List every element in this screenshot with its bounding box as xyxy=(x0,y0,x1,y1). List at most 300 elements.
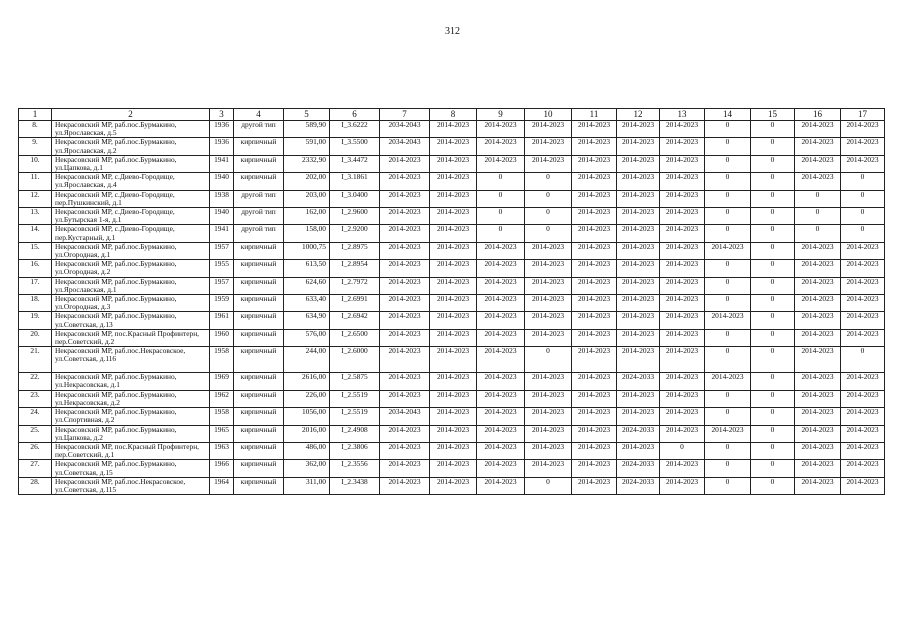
col-8-cell: 2014-2023 xyxy=(430,312,477,329)
col-14-cell: 0 xyxy=(705,225,751,242)
row-number-cell: 22. xyxy=(19,373,52,390)
col-12-cell: 2014-2023 xyxy=(617,408,660,425)
address-cell: Некрасовский МР, раб.пос.Некрасовское, ул.Советская, д.115 xyxy=(52,477,210,494)
col-16-cell: 0 xyxy=(795,190,841,207)
col-17-cell: 0 xyxy=(841,225,885,242)
year-built-cell: 1940 xyxy=(210,173,234,190)
row-number-cell: 23. xyxy=(19,390,52,407)
col-10-cell: 2014-2023 xyxy=(525,373,572,390)
col-9-cell: 2014-2023 xyxy=(477,295,525,312)
col-14-cell: 0 xyxy=(705,173,751,190)
index-code-cell: I_2.7972 xyxy=(330,277,380,294)
col-17-cell: 0 xyxy=(841,208,885,225)
col-17-cell: 2014-2023 xyxy=(841,121,885,138)
col-13-cell: 2014-2023 xyxy=(660,155,705,172)
table-row xyxy=(19,208,885,225)
col-13-cell: 0 xyxy=(660,442,705,459)
col-13-cell: 2014-2023 xyxy=(660,225,705,242)
address-cell: Некрасовский МР, раб.пос.Бурмакино, ул.Некрасовская, д.2 xyxy=(52,390,210,407)
col-10-cell: 2014-2023 xyxy=(525,425,572,442)
col-7-cell: 2014-2023 xyxy=(380,277,430,294)
col-15-cell: 0 xyxy=(751,121,795,138)
col-14-cell: 0 xyxy=(705,277,751,294)
table-row xyxy=(19,190,885,207)
col-16-cell: 2014-2023 xyxy=(795,277,841,294)
col-15-cell: 0 xyxy=(751,260,795,277)
col-13-cell: 2014-2023 xyxy=(660,425,705,442)
col-7-cell: 2014-2023 xyxy=(380,173,430,190)
year-built-cell: 1957 xyxy=(210,277,234,294)
col-9-cell: 0 xyxy=(477,208,525,225)
col-16-cell: 0 xyxy=(795,208,841,225)
col-8-cell: 2014-2023 xyxy=(430,390,477,407)
col-8-cell: 2014-2023 xyxy=(430,347,477,373)
col-15-cell: 0 xyxy=(751,477,795,494)
index-code-cell: I_2.4908 xyxy=(330,425,380,442)
row-number-cell: 10. xyxy=(19,155,52,172)
col-14-cell: 0 xyxy=(705,295,751,312)
col-14-cell: 0 xyxy=(705,390,751,407)
column-header-16: 16 xyxy=(795,109,841,121)
col-7-cell: 2034-2043 xyxy=(380,408,430,425)
col-10-cell: 2014-2023 xyxy=(525,390,572,407)
area-cell: 1056,00 xyxy=(284,408,330,425)
address-cell: Некрасовский МР, раб.пос.Некрасовское, ул.Советская, д.116 xyxy=(52,347,210,373)
col-11-cell: 2014-2023 xyxy=(572,425,617,442)
row-number-cell: 13. xyxy=(19,208,52,225)
col-17-cell: 2014-2023 xyxy=(841,373,885,390)
col-15-cell: 0 xyxy=(751,155,795,172)
col-9-cell: 2014-2023 xyxy=(477,121,525,138)
col-11-cell: 2014-2023 xyxy=(572,208,617,225)
col-17-cell: 0 xyxy=(841,173,885,190)
address-cell: Некрасовский МР, с.Диево-Городище, пер.Пушкинский, д.1 xyxy=(52,190,210,207)
index-code-cell: I_2.3806 xyxy=(330,442,380,459)
col-11-cell: 2014-2023 xyxy=(572,260,617,277)
col-16-cell: 2014-2023 xyxy=(795,347,841,373)
col-14-cell: 0 xyxy=(705,347,751,373)
col-10-cell: 2014-2023 xyxy=(525,460,572,477)
col-8-cell: 2014-2023 xyxy=(430,425,477,442)
col-8-cell: 2014-2023 xyxy=(430,373,477,390)
address-cell: Некрасовский МР, раб.пос.Бурмакино, ул.Огородная, д.3 xyxy=(52,295,210,312)
col-11-cell: 2014-2023 xyxy=(572,442,617,459)
col-7-cell: 2014-2023 xyxy=(380,477,430,494)
col-14-cell: 0 xyxy=(705,442,751,459)
area-cell: 633,40 xyxy=(284,295,330,312)
column-header-6: 6 xyxy=(330,109,380,121)
col-15-cell: 0 xyxy=(751,208,795,225)
index-code-cell: I_2.3438 xyxy=(330,477,380,494)
col-9-cell: 2014-2023 xyxy=(477,460,525,477)
col-10-cell: 2014-2023 xyxy=(525,242,572,259)
col-8-cell: 2014-2023 xyxy=(430,460,477,477)
row-number-cell: 12. xyxy=(19,190,52,207)
table-row xyxy=(19,442,885,459)
address-cell: Некрасовский МР, раб.пос.Бурмакино, ул.Спортивная, д.2 xyxy=(52,408,210,425)
col-13-cell: 2014-2023 xyxy=(660,173,705,190)
wall-type-cell: кирпичный xyxy=(234,155,284,172)
col-13-cell: 2014-2023 xyxy=(660,260,705,277)
col-15-cell: 0 xyxy=(751,329,795,346)
col-11-cell: 2014-2023 xyxy=(572,373,617,390)
col-15-cell: 0 xyxy=(751,295,795,312)
year-built-cell: 1969 xyxy=(210,373,234,390)
year-built-cell: 1940 xyxy=(210,208,234,225)
index-code-cell: I_2.6942 xyxy=(330,312,380,329)
table-row xyxy=(19,460,885,477)
column-header-1: 1 xyxy=(19,109,52,121)
year-built-cell: 1955 xyxy=(210,260,234,277)
col-15-cell: 0 xyxy=(751,173,795,190)
col-16-cell: 2014-2023 xyxy=(795,173,841,190)
area-cell: 486,00 xyxy=(284,442,330,459)
col-12-cell: 2014-2023 xyxy=(617,225,660,242)
table-row xyxy=(19,390,885,407)
wall-type-cell: кирпичный xyxy=(234,442,284,459)
col-10-cell: 0 xyxy=(525,190,572,207)
col-9-cell: 2014-2023 xyxy=(477,312,525,329)
area-cell: 362,00 xyxy=(284,460,330,477)
col-8-cell: 2014-2023 xyxy=(430,121,477,138)
col-8-cell: 2014-2023 xyxy=(430,295,477,312)
col-9-cell: 2014-2023 xyxy=(477,260,525,277)
wall-type-cell: кирпичный xyxy=(234,477,284,494)
col-16-cell: 2014-2023 xyxy=(795,312,841,329)
col-17-cell: 2014-2023 xyxy=(841,329,885,346)
col-14-cell: 0 xyxy=(705,477,751,494)
col-16-cell: 2014-2023 xyxy=(795,260,841,277)
col-15-cell: 0 xyxy=(751,408,795,425)
col-12-cell: 2014-2023 xyxy=(617,138,660,155)
col-15-cell: 0 xyxy=(751,312,795,329)
year-built-cell: 1941 xyxy=(210,225,234,242)
col-12-cell: 2024-2033 xyxy=(617,373,660,390)
col-11-cell: 2014-2023 xyxy=(572,312,617,329)
col-11-cell: 2014-2023 xyxy=(572,460,617,477)
col-13-cell: 2014-2023 xyxy=(660,190,705,207)
col-12-cell: 2024-2033 xyxy=(617,425,660,442)
wall-type-cell: кирпичный xyxy=(234,312,284,329)
table-row xyxy=(19,373,885,390)
row-number-cell: 27. xyxy=(19,460,52,477)
row-number-cell: 16. xyxy=(19,260,52,277)
col-8-cell: 2014-2023 xyxy=(430,408,477,425)
col-13-cell: 2014-2023 xyxy=(660,295,705,312)
col-11-cell: 2014-2023 xyxy=(572,242,617,259)
col-17-cell: 2014-2023 xyxy=(841,155,885,172)
table-body xyxy=(19,121,885,495)
index-code-cell: I_2.6000 xyxy=(330,347,380,373)
wall-type-cell: другой тип xyxy=(234,225,284,242)
wall-type-cell: кирпичный xyxy=(234,260,284,277)
col-9-cell: 2014-2023 xyxy=(477,347,525,373)
col-10-cell: 2014-2023 xyxy=(525,138,572,155)
address-cell: Некрасовский МР, раб.пос.Бурмакино, ул.Ярославская, д.2 xyxy=(52,138,210,155)
col-9-cell: 0 xyxy=(477,173,525,190)
col-11-cell: 2014-2023 xyxy=(572,138,617,155)
col-17-cell: 2014-2023 xyxy=(841,242,885,259)
index-code-cell: I_2.6500 xyxy=(330,329,380,346)
col-12-cell: 2014-2023 xyxy=(617,390,660,407)
col-14-cell: 0 xyxy=(705,408,751,425)
wall-type-cell: кирпичный xyxy=(234,295,284,312)
col-14-cell: 2014-2023 xyxy=(705,242,751,259)
col-7-cell: 2014-2023 xyxy=(380,225,430,242)
col-11-cell: 2014-2023 xyxy=(572,390,617,407)
table-row xyxy=(19,312,885,329)
col-9-cell: 2014-2023 xyxy=(477,408,525,425)
col-8-cell: 2014-2023 xyxy=(430,329,477,346)
column-header-2: 2 xyxy=(52,109,210,121)
col-15-cell: 0 xyxy=(751,442,795,459)
col-14-cell: 0 xyxy=(705,138,751,155)
row-number-cell: 24. xyxy=(19,408,52,425)
col-16-cell: 2014-2023 xyxy=(795,390,841,407)
address-cell: Некрасовский МР, раб.пос.Бурмакино, ул.Советская, д.13 xyxy=(52,312,210,329)
table-row xyxy=(19,155,885,172)
col-11-cell: 2014-2023 xyxy=(572,155,617,172)
col-11-cell: 2014-2023 xyxy=(572,121,617,138)
year-built-cell: 1938 xyxy=(210,190,234,207)
wall-type-cell: кирпичный xyxy=(234,329,284,346)
col-13-cell: 2014-2023 xyxy=(660,408,705,425)
col-14-cell: 0 xyxy=(705,460,751,477)
year-built-cell: 1936 xyxy=(210,121,234,138)
area-cell: 576,00 xyxy=(284,329,330,346)
row-number-cell: 26. xyxy=(19,442,52,459)
col-7-cell: 2014-2023 xyxy=(380,260,430,277)
header-row xyxy=(19,109,885,121)
col-15-cell: 0 xyxy=(751,347,795,373)
col-16-cell: 2014-2023 xyxy=(795,425,841,442)
col-9-cell: 2014-2023 xyxy=(477,329,525,346)
page-number: 312 xyxy=(445,26,460,37)
row-number-cell: 11. xyxy=(19,173,52,190)
col-13-cell: 2014-2023 xyxy=(660,138,705,155)
col-11-cell: 2014-2023 xyxy=(572,225,617,242)
col-13-cell: 2014-2023 xyxy=(660,477,705,494)
address-cell: Некрасовский МР, раб.пос.Бурмакино, ул.Огородная, д.2 xyxy=(52,260,210,277)
col-9-cell: 2014-2023 xyxy=(477,442,525,459)
col-7-cell: 2014-2023 xyxy=(380,390,430,407)
col-11-cell: 2014-2023 xyxy=(572,329,617,346)
col-8-cell: 2014-2023 xyxy=(430,477,477,494)
col-12-cell: 2014-2023 xyxy=(617,155,660,172)
col-17-cell: 2014-2023 xyxy=(841,408,885,425)
col-13-cell: 2014-2023 xyxy=(660,208,705,225)
col-12-cell: 2014-2023 xyxy=(617,190,660,207)
index-code-cell: I_2.3556 xyxy=(330,460,380,477)
col-7-cell: 2014-2023 xyxy=(380,442,430,459)
col-7-cell: 2014-2023 xyxy=(380,242,430,259)
table-row xyxy=(19,121,885,138)
col-14-cell: 2014-2023 xyxy=(705,373,751,390)
table-row xyxy=(19,260,885,277)
col-8-cell: 2014-2023 xyxy=(430,155,477,172)
col-14-cell: 0 xyxy=(705,121,751,138)
col-9-cell: 2014-2023 xyxy=(477,425,525,442)
col-12-cell: 2024-2033 xyxy=(617,460,660,477)
year-built-cell: 1962 xyxy=(210,390,234,407)
col-14-cell: 0 xyxy=(705,208,751,225)
table-row xyxy=(19,329,885,346)
col-14-cell: 0 xyxy=(705,329,751,346)
year-built-cell: 1958 xyxy=(210,408,234,425)
wall-type-cell: кирпичный xyxy=(234,138,284,155)
area-cell: 2016,00 xyxy=(284,425,330,442)
column-header-8: 8 xyxy=(430,109,477,121)
col-7-cell: 2014-2023 xyxy=(380,373,430,390)
col-11-cell: 2014-2023 xyxy=(572,190,617,207)
col-9-cell: 2014-2023 xyxy=(477,277,525,294)
col-8-cell: 2014-2023 xyxy=(430,173,477,190)
table-row xyxy=(19,425,885,442)
year-built-cell: 1961 xyxy=(210,312,234,329)
column-header-10: 10 xyxy=(525,109,572,121)
row-number-cell: 25. xyxy=(19,425,52,442)
col-12-cell: 2014-2023 xyxy=(617,173,660,190)
address-cell: Некрасовский МР, с.Диево-Городище, ул.Бутырская 1-я, д.1 xyxy=(52,208,210,225)
col-12-cell: 2014-2023 xyxy=(617,260,660,277)
col-13-cell: 2014-2023 xyxy=(660,460,705,477)
year-built-cell: 1959 xyxy=(210,295,234,312)
col-9-cell: 2014-2023 xyxy=(477,155,525,172)
col-9-cell: 2014-2023 xyxy=(477,477,525,494)
row-number-cell: 9. xyxy=(19,138,52,155)
year-built-cell: 1960 xyxy=(210,329,234,346)
index-code-cell: I_3.5500 xyxy=(330,138,380,155)
wall-type-cell: другой тип xyxy=(234,121,284,138)
col-9-cell: 2014-2023 xyxy=(477,390,525,407)
year-built-cell: 1964 xyxy=(210,477,234,494)
address-cell: Некрасовский МР, пос.Красный Профинтерн, пер.Советский, д.1 xyxy=(52,442,210,459)
col-16-cell: 2014-2023 xyxy=(795,477,841,494)
area-cell: 1000,75 xyxy=(284,242,330,259)
col-16-cell: 2014-2023 xyxy=(795,242,841,259)
year-built-cell: 1966 xyxy=(210,460,234,477)
col-10-cell: 2014-2023 xyxy=(525,277,572,294)
table-row xyxy=(19,295,885,312)
col-10-cell: 2014-2023 xyxy=(525,312,572,329)
wall-type-cell: кирпичный xyxy=(234,242,284,259)
address-cell: Некрасовский МР, раб.пос.Бурмакино, ул.Цапкова, д.2 xyxy=(52,425,210,442)
address-cell: Некрасовский МР, раб.пос.Бурмакино, ул.Некрасовская, д.1 xyxy=(52,373,210,390)
col-14-cell: 2014-2023 xyxy=(705,312,751,329)
address-cell: Некрасовский МР, с.Диево-Городище, пер.Кустарный, д.1 xyxy=(52,225,210,242)
col-13-cell: 2014-2023 xyxy=(660,312,705,329)
col-14-cell: 2014-2023 xyxy=(705,425,751,442)
table-row xyxy=(19,477,885,494)
wall-type-cell: кирпичный xyxy=(234,425,284,442)
col-7-cell: 2034-2043 xyxy=(380,121,430,138)
column-header-4: 4 xyxy=(234,109,284,121)
buildings-table xyxy=(18,108,885,495)
col-15-cell: 0 xyxy=(751,225,795,242)
row-number-cell: 17. xyxy=(19,277,52,294)
col-14-cell: 0 xyxy=(705,260,751,277)
column-header-13: 13 xyxy=(660,109,705,121)
col-15-cell: 0 xyxy=(751,138,795,155)
col-15-cell: 0 xyxy=(751,190,795,207)
col-16-cell: 2014-2023 xyxy=(795,460,841,477)
table-row xyxy=(19,138,885,155)
area-cell: 162,00 xyxy=(284,208,330,225)
row-number-cell: 14. xyxy=(19,225,52,242)
col-12-cell: 2014-2023 xyxy=(617,442,660,459)
area-cell: 226,00 xyxy=(284,390,330,407)
col-17-cell: 2014-2023 xyxy=(841,295,885,312)
index-code-cell: I_2.9200 xyxy=(330,225,380,242)
index-code-cell: I_2.5875 xyxy=(330,373,380,390)
index-code-cell: I_2.8975 xyxy=(330,242,380,259)
col-16-cell: 2014-2023 xyxy=(795,408,841,425)
area-cell: 591,00 xyxy=(284,138,330,155)
col-10-cell: 2014-2023 xyxy=(525,121,572,138)
col-16-cell: 2014-2023 xyxy=(795,442,841,459)
wall-type-cell: кирпичный xyxy=(234,460,284,477)
table-row xyxy=(19,277,885,294)
col-17-cell: 2014-2023 xyxy=(841,138,885,155)
row-number-cell: 15. xyxy=(19,242,52,259)
col-11-cell: 2014-2023 xyxy=(572,477,617,494)
col-7-cell: 2014-2023 xyxy=(380,460,430,477)
table-row xyxy=(19,408,885,425)
col-8-cell: 2014-2023 xyxy=(430,208,477,225)
address-cell: Некрасовский МР, раб.пос.Бурмакино, ул.Советская, д.15 xyxy=(52,460,210,477)
area-cell: 311,00 xyxy=(284,477,330,494)
index-code-cell: I_3.4472 xyxy=(330,155,380,172)
year-built-cell: 1957 xyxy=(210,242,234,259)
col-14-cell: 0 xyxy=(705,190,751,207)
col-9-cell: 0 xyxy=(477,225,525,242)
col-9-cell: 0 xyxy=(477,190,525,207)
col-10-cell: 0 xyxy=(525,477,572,494)
address-cell: Некрасовский МР, раб.пос.Бурмакино, ул.Огородная, д.1 xyxy=(52,242,210,259)
col-11-cell: 2014-2023 xyxy=(572,408,617,425)
column-header-7: 7 xyxy=(380,109,430,121)
col-7-cell: 2034-2043 xyxy=(380,138,430,155)
col-11-cell: 2014-2023 xyxy=(572,277,617,294)
area-cell: 589,90 xyxy=(284,121,330,138)
year-built-cell: 1963 xyxy=(210,442,234,459)
column-header-14: 14 xyxy=(705,109,751,121)
column-header-15: 15 xyxy=(751,109,795,121)
col-10-cell: 2014-2023 xyxy=(525,155,572,172)
index-code-cell: I_3.1861 xyxy=(330,173,380,190)
col-15-cell: 0 xyxy=(751,425,795,442)
col-17-cell: 2014-2023 xyxy=(841,425,885,442)
col-10-cell: 0 xyxy=(525,225,572,242)
col-14-cell: 0 xyxy=(705,155,751,172)
col-15-cell: 0 xyxy=(751,373,795,390)
col-8-cell: 2014-2023 xyxy=(430,260,477,277)
col-17-cell: 2014-2023 xyxy=(841,460,885,477)
wall-type-cell: другой тип xyxy=(234,190,284,207)
col-8-cell: 2014-2023 xyxy=(430,225,477,242)
col-12-cell: 2014-2023 xyxy=(617,242,660,259)
col-8-cell: 2014-2023 xyxy=(430,138,477,155)
table-row xyxy=(19,173,885,190)
area-cell: 624,60 xyxy=(284,277,330,294)
wall-type-cell: другой тип xyxy=(234,208,284,225)
wall-type-cell: кирпичный xyxy=(234,373,284,390)
col-17-cell: 2014-2023 xyxy=(841,312,885,329)
col-8-cell: 2014-2023 xyxy=(430,442,477,459)
area-cell: 244,00 xyxy=(284,347,330,373)
col-17-cell: 2014-2023 xyxy=(841,477,885,494)
col-8-cell: 2014-2023 xyxy=(430,277,477,294)
